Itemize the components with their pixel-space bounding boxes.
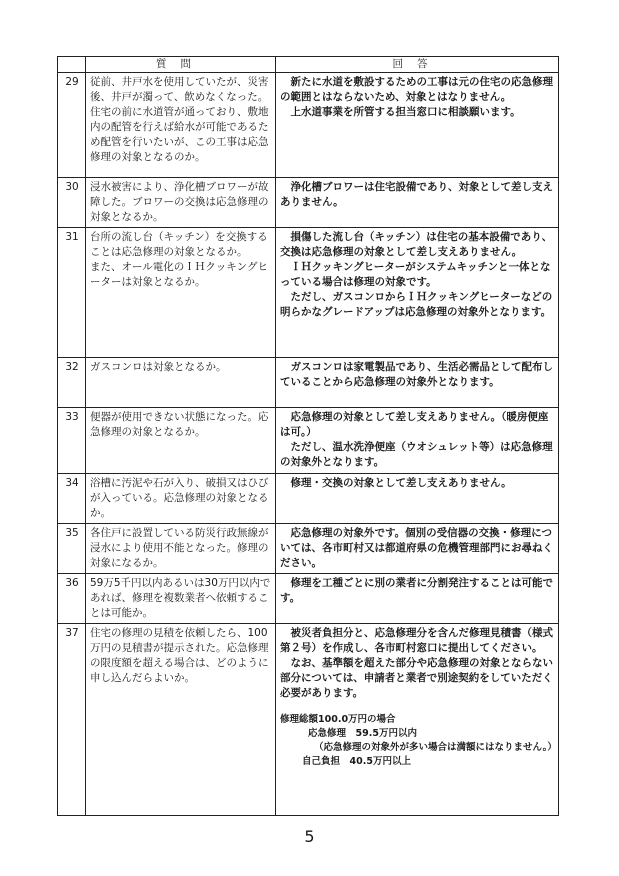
question-text: 便器が使用できない状態になった。応急修理の対象となるか。 <box>90 411 269 438</box>
header-number-cell <box>58 57 86 73</box>
answer-text: 修理を工種ごとに別の業者に分割発注することは可能です。 <box>280 577 553 604</box>
question-cell <box>86 73 276 178</box>
row-number: 31 <box>58 228 86 358</box>
answer-text: 損傷した流し台（キッチン）は住宅の基本設備であり、交換は応急修理の対象として差し支えありません。 <box>280 231 553 258</box>
answer-text: 浄化槽ブロワーは住宅設備であり、対象として差し支えありません。 <box>280 181 553 208</box>
question-cell <box>86 358 276 408</box>
row-number: 30 <box>58 178 86 228</box>
question-text: 59万5千円以内あるいは30万円以内であれば、修理を複数業者へ依頼することは可能か。 <box>90 577 271 619</box>
answer-text: ガスコンロは家電製品であり、生活必需品として配布していることから応急修理の対象外となります。 <box>280 361 553 388</box>
question-cell <box>86 574 276 624</box>
table-row <box>58 178 559 228</box>
table-row <box>58 228 559 358</box>
qa-document <box>57 56 558 816</box>
question-cell <box>86 228 276 358</box>
table-row <box>58 474 559 524</box>
question-text: ガスコンロは対象となるか。 <box>90 361 227 373</box>
table-row <box>58 408 559 474</box>
answer-cell <box>276 408 559 474</box>
row-number: 29 <box>58 73 86 178</box>
qa-table <box>57 56 559 816</box>
question-text: 住宅の修理の見積を依頼したら、100万円の見積書が提示された。応急修理の限度額を超える場合は、どのように申し込んだらよいか。 <box>90 627 269 684</box>
summary-total: 修理総額100.0万円の場合 <box>280 714 396 725</box>
summary-emergency: 応急修理 59.5万円以内 <box>308 728 417 739</box>
question-cell <box>86 474 276 524</box>
row-number: 37 <box>58 624 86 816</box>
cost-summary <box>280 713 555 769</box>
answer-text: 上水道事業を所管する担当窓口に相談願います。 <box>290 106 521 118</box>
question-cell <box>86 624 276 816</box>
answer-cell <box>276 178 559 228</box>
row-number: 36 <box>58 574 86 624</box>
answer-cell <box>276 624 559 816</box>
table-row <box>58 524 559 574</box>
question-text: 浸水被害により、浄化槽ブロワーが故障した。ブロワーの交換は応急修理の対象となるか。 <box>90 181 269 223</box>
answer-cell <box>276 524 559 574</box>
answer-text: 被災者負担分と、応急修理分を含んだ修理見積書（様式第２号）を作成し、各市町村窓口に提出してください。 <box>280 627 553 654</box>
question-text: 各住戸に設置している防災行政無線が浸水により使用不能となった。修理の対象になるか。 <box>90 527 269 569</box>
page-number: 5 <box>304 827 315 846</box>
answer-text: 新たに水道を敷設するための工事は元の住宅の応急修理の範囲とはならないため、対象とはなりません。 <box>280 76 553 103</box>
table-row <box>58 624 559 816</box>
row-number: 33 <box>58 408 86 474</box>
row-number: 35 <box>58 524 86 574</box>
summary-note: （応急修理の対象外が多い場合は満額にはなりません。） <box>314 742 557 753</box>
question-cell <box>86 408 276 474</box>
table-row <box>58 73 559 178</box>
summary-self: 自己負担 40.5万円以上 <box>302 756 411 767</box>
question-text: 浴槽に汚泥や石が入り、破損又はひびが入っている。応急修理の対象となるか。 <box>90 477 269 519</box>
answer-text: 修理・交換の対象として差し支えありません。 <box>290 477 512 489</box>
answer-text: ただし、ガスコンロからＩＨクッキングヒーターなどの明らかなグレードアップは応急修理の対象外となります。 <box>280 291 553 318</box>
header-answer: 回答 <box>276 57 559 73</box>
answer-cell <box>276 228 559 358</box>
row-number: 32 <box>58 358 86 408</box>
table-row <box>58 358 559 408</box>
answer-cell <box>276 358 559 408</box>
header-question: 質問 <box>86 57 276 73</box>
answer-text: なお、基準額を超えた部分や応急修理の対象とならない部分については、申請者と業者で別途契約をしていただく必要があります。 <box>280 657 553 699</box>
answer-cell <box>276 574 559 624</box>
answer-text: 応急修理の対象として差し支えありません。（暖房便座は可。） <box>280 411 549 438</box>
row-number: 34 <box>58 474 86 524</box>
question-text: 台所の流し台（キッチン）を交換することは応急修理の対象となるか。 <box>90 231 268 258</box>
answer-text: ＩＨクッキングヒーターがシステムキッチンと一体となっている場合は修理の対象です。 <box>280 261 551 288</box>
question-cell <box>86 524 276 574</box>
answer-cell <box>276 474 559 524</box>
answer-text: ただし、温水洗浄便座（ウオシュレット等）は応急修理の対象外となります。 <box>280 441 553 468</box>
table-header-row <box>58 57 559 73</box>
question-text: また、オール電化のＩＨクッキングヒーターは対象となるか。 <box>90 261 268 288</box>
question-text: 従前、井戸水を使用していたが、災害後、井戸が濁って、飲めなくなった。住宅の前に水道管が通っており、敷地内の配管を行えば給水が可能であるため配管を行いたいが、この工事は応急修理の対象となるのか。 <box>90 76 269 163</box>
answer-cell <box>276 73 559 178</box>
question-cell <box>86 178 276 228</box>
answer-text: 応急修理の対象外です。個別の受信器の交換・修理については、各市町村又は都道府県の危機管理部門にお尋ねください。 <box>280 527 553 569</box>
table-row <box>58 574 559 624</box>
